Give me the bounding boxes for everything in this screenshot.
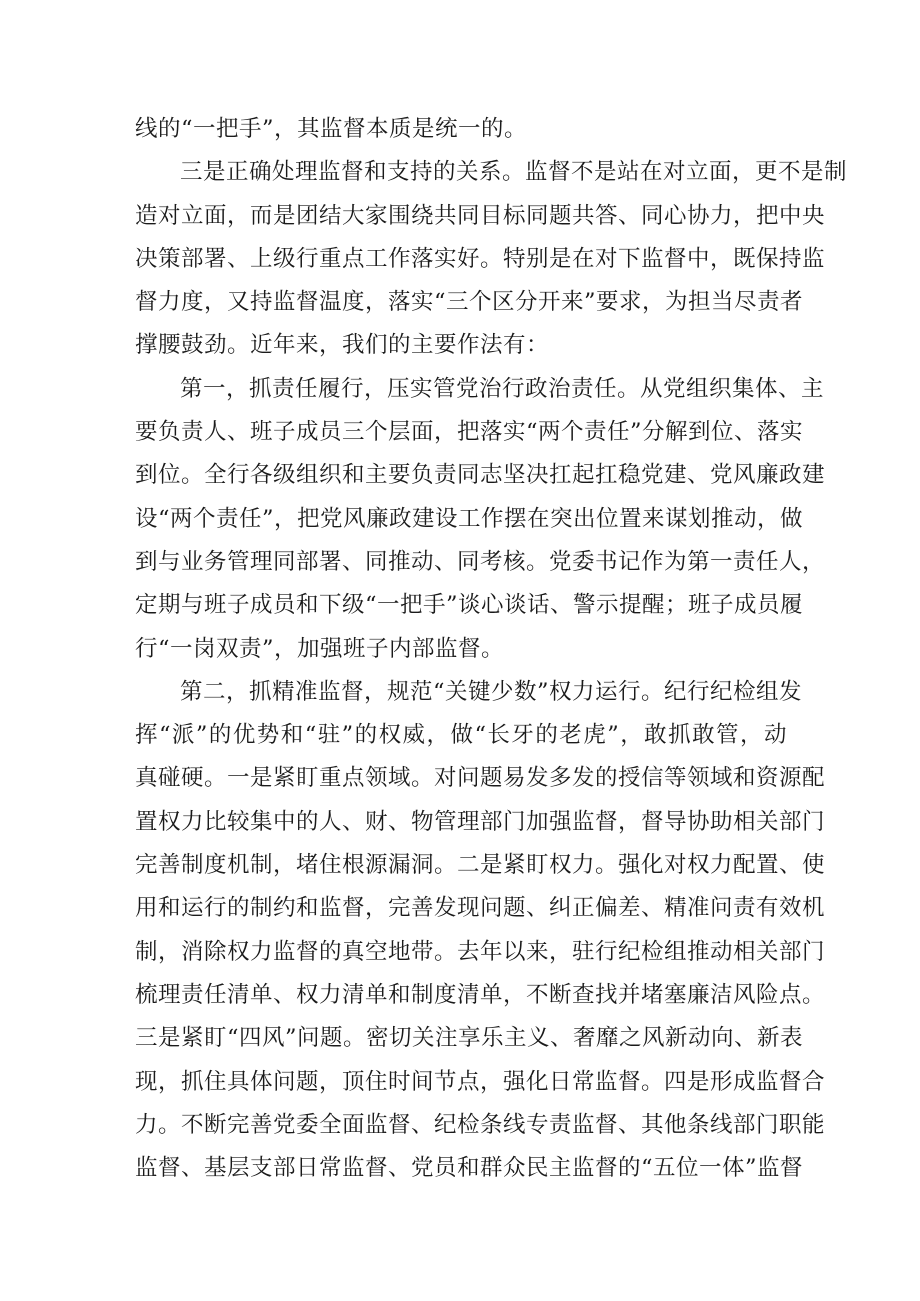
text-line-24: 力。不断完善党委全面监督、纪检条线专责监督、其他条线部门职能: [135, 1111, 826, 1138]
text-line-7: 第一，抓责任履行，压实管党治行政治责任。从党组织集体、主: [180, 375, 825, 402]
text-line-18: 完善制度机制，堵住根源漏洞。二是紧盯权力。强化对权力配置、使: [135, 852, 826, 879]
text-line-3: 造对立面，而是团结大家围绕共同目标同题共答、同心协力，把中央: [135, 202, 826, 229]
text-line-8: 要负责人、班子成员三个层面，把落实“两个责任”分解到位、落实: [135, 419, 804, 446]
text-line-2: 三是正确处理监督和支持的关系。监督不是站在对立面，更不是制: [180, 159, 848, 186]
text-line-6: 撑腰鼓劲。近年来，我们的主要作法有：: [135, 332, 550, 359]
text-line-1: 线的“一把手”，其监督本质是统一的。: [135, 116, 528, 142]
text-line-16: 真碰硬。一是紧盯重点领域。对问题易发多发的授信等领域和资源配: [135, 765, 826, 792]
text-line-5: 督力度，又持监督温度，落实“三个区分开来”要求，为担当尽责者: [135, 289, 804, 316]
text-line-4: 决策部署、上级行重点工作落实好。特别是在对下监督中，既保持监: [135, 245, 826, 272]
text-line-21: 梳理责任清单、权力清单和制度清单，不断查找并堵塞廉洁风险点。: [135, 981, 826, 1008]
text-line-20: 制，消除权力监督的真空地带。去年以来，驻行纪检组推动相关部门: [135, 938, 826, 965]
text-line-22: 三是紧盯“四风”问题。密切关注享乐主义、奢靡之风新动向、新表: [135, 1025, 804, 1052]
text-line-14: 第二，抓精准监督，规范“关键少数”权力运行。纪行纪检组发: [180, 678, 803, 705]
text-line-12: 定期与班子成员和下级“一把手”谈心谈话、警示提醒；班子成员履: [135, 592, 804, 619]
document-body: [135, 108, 848, 1190]
text-line-25: 监督、基层支部日常监督、党员和群众民主监督的“五位一体”监督: [135, 1155, 804, 1182]
text-line-17: 置权力比较集中的人、财、物管理部门加强监督，督导协助相关部门: [135, 808, 826, 835]
text-line-19: 用和运行的制约和监督，完善发现问题、纠正偏差、精准问责有效机: [135, 895, 826, 922]
text-line-15: 挥“派”的优势和“驻”的权威，做“长牙的老虎”，敢抓敢管，动: [135, 722, 787, 749]
text-line-13: 行“一岗双责”，加强班子内部监督。: [135, 635, 505, 662]
text-line-9: 到位。全行各级组织和主要负责同志坚决扛起扛稳党建、党风廉政建: [135, 462, 826, 489]
text-line-11: 到与业务管理同部署、同推动、同考核。党委书记作为第一责任人，: [135, 548, 826, 575]
text-line-10: 设“两个责任”，把党风廉政建设工作摆在突出位置来谋划推动，做: [135, 505, 804, 532]
text-line-23: 现，抓住具体问题，顶住时间节点，强化日常监督。四是形成监督合: [135, 1068, 826, 1095]
